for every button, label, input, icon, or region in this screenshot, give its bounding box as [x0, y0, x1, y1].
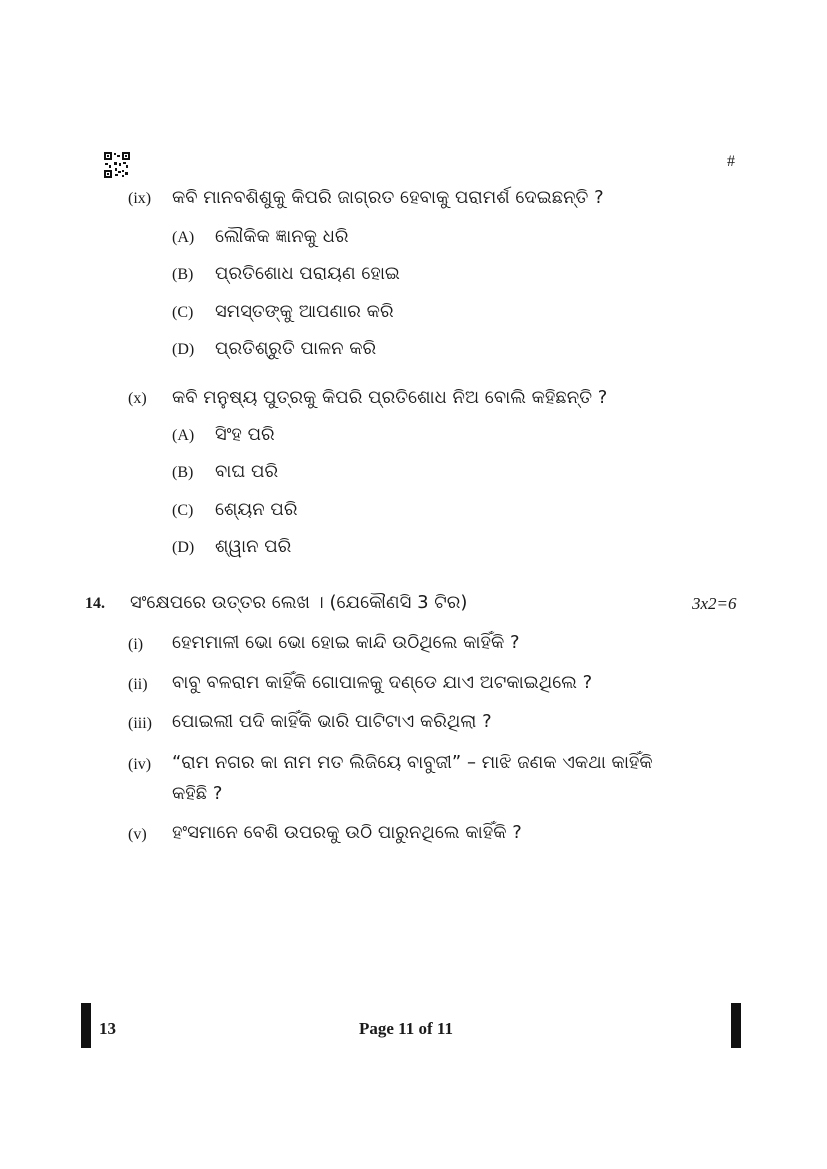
- question-text: କବି ମାନବଶିଶୁକୁ କିପରି ଜାଗ୍ରତ ହେବାକୁ ପରାମର୍ଶ ଦେଇଛନ୍ତି ?: [172, 187, 604, 208]
- subquestion-text: ହଂସମାନେ ବେଶି ଉପରକୁ ଉଠି ପାରୁନଥିଲେ କାହିଁକି ?: [172, 822, 522, 843]
- footer-code: 13: [99, 1019, 116, 1038]
- subquestion-number: (iv): [128, 756, 152, 773]
- question-14-heading: ସଂକ୍ଷେପରେ ଉତ୍ତର ଲେଖ । (ଯେକୌଣସି 3 ଟିର): [130, 592, 468, 613]
- option-text: ଶ୍ୟେନ ପରି: [215, 499, 298, 520]
- subquestion-text: ହେମମାଳୀ ଭୋ ଭୋ ହୋଇ କାନ୍ଦି ଉଠିଥିଲେ କାହିଁକି ?: [172, 632, 520, 653]
- subquestion-number: (ii): [128, 676, 148, 693]
- footer-right-bar: [731, 1003, 741, 1048]
- option-label: (D): [172, 341, 195, 358]
- question-text: କବି ମନୁଷ୍ୟ ପୁତ୍ରକୁ କିପରି ପ୍ରତିଶୋଧ ନିଅ ବୋଲି କହିଛନ୍ତି ?: [172, 387, 608, 408]
- hash-mark: #: [727, 153, 735, 170]
- question-number: (ix): [128, 190, 152, 207]
- question-number: (x): [128, 390, 147, 407]
- subquestion-text: ପୋଇଲୀ ପଦି କାହିଁକି ଭାରି ପାଟିଟାଏ କରିଥିଲା ?: [172, 711, 492, 732]
- option-label: (B): [172, 464, 194, 481]
- subquestion-number: (v): [128, 826, 147, 843]
- option-label: (A): [172, 427, 195, 444]
- option-label: (A): [172, 229, 195, 246]
- option-label: (B): [172, 266, 194, 283]
- option-text: ଶ୍ୱାନ ପରି: [215, 536, 292, 557]
- marks-allocation: 3x2=6: [692, 594, 737, 613]
- footer-page-number: Page 11 of 11: [359, 1019, 453, 1038]
- option-text: ସମସ୍ତଙ୍କୁ ଆପଣାର କରି: [215, 301, 394, 322]
- option-text: ବାଘ ପରି: [215, 461, 279, 482]
- question-14-number: 14.: [85, 595, 105, 612]
- option-text: ପ୍ରତିଶୋଧ ପରାୟଣ ହୋଇ: [215, 263, 400, 284]
- option-label: (C): [172, 304, 194, 321]
- option-text: ପ୍ରତିଶ୍ରୁତି ପାଳନ କରି: [215, 338, 377, 359]
- option-text: ଲୌକିକ ଜ୍ଞାନକୁ ଧରି: [215, 226, 349, 247]
- subquestion-number: (iii): [128, 715, 152, 732]
- qr-code: [104, 152, 130, 178]
- subquestion-text-line2: କହିଛି ?: [172, 783, 223, 804]
- footer-left-bar: [81, 1003, 91, 1048]
- subquestion-text-line1: “ରାମ ନଗର କା ନାମ ମତ ଲିଜିୟେ ବାବୁଜୀ” – ମାଝି ଜଣକ ଏକଥା କାହିଁକି: [172, 752, 653, 773]
- option-label: (D): [172, 539, 195, 556]
- subquestion-text: ବାବୁ ବଳରାମ କାହିଁକି ଗୋପାଳକୁ ଦଣ୍ଡେ ଯାଏ ଅଟକାଇଥିଲେ ?: [172, 672, 593, 693]
- option-text: ସିଂହ ପରି: [215, 424, 275, 445]
- subquestion-number: (i): [128, 636, 144, 653]
- option-label: (C): [172, 502, 194, 519]
